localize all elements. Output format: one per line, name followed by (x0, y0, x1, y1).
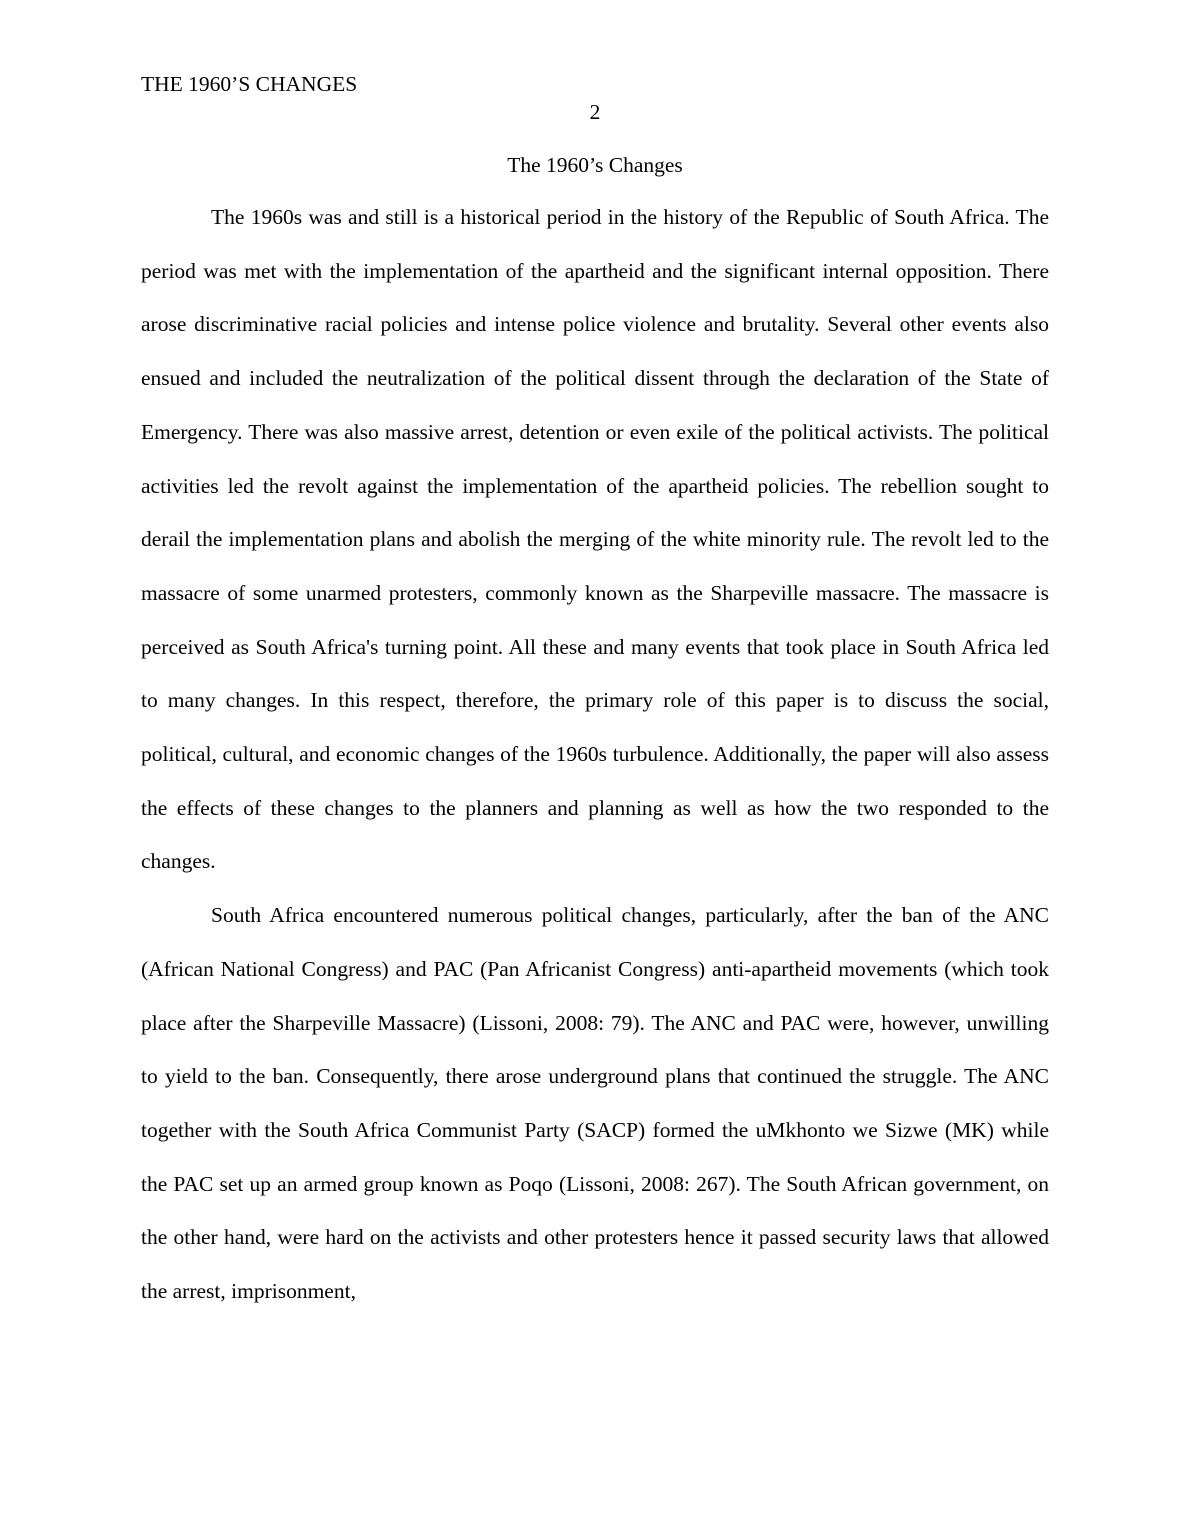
paragraph-1: The 1960s was and still is a historical period in the history of the Republic of South Africa. The period was met with the implementation of the apartheid and the significant internal opposition. There arose discriminative racial policies and intense police violence and brutality. Several other events also ensued and included the neutralization of the political dissent through the declaration of the State of Emergency. There was also massive arrest, detention or even exile of the political activists. The political activities led the revolt against the implementation of the apartheid policies. The rebellion sought to derail the implementation plans and abolish the merging of the white minority rule. The revolt led to the massacre of some unarmed protesters, commonly known as the Sharpeville massacre. The massacre is perceived as South Africa's turning point. All these and many events that took place in South Africa led to many changes. In this respect, therefore, the primary role of this paper is to discuss the social, political, cultural, and economic changes of the 1960s turbulence. Additionally, the paper will also assess the effects of these changes to the planners and planning as well as how the two responded to the changes. (141, 205, 1049, 874)
body-text (141, 191, 1049, 1319)
page-number: 2 (589, 100, 601, 124)
running-head: THE 1960’S CHANGES (141, 72, 358, 96)
paragraph-2: South Africa encountered numerous political changes, particularly, after the ban of the ANC (African National Congress) and PAC (Pan Africanist Congress) anti-apartheid movements (which took place after the Sharpeville Massacre) (Lissoni, 2008: 79). The ANC and PAC were, however, unwilling to yield to the ban. Consequently, there arose underground plans that continued the struggle. The ANC together with the South Africa Communist Party (SACP) formed the uMkhonto we Sizwe (MK) while the PAC set up an armed group known as Poqo (Lissoni, 2008: 267). The South African government, on the other hand, were hard on the activists and other protesters hence it passed security laws that allowed the arrest, imprisonment, (141, 903, 1049, 1304)
page-title: The 1960’s Changes (507, 153, 683, 177)
